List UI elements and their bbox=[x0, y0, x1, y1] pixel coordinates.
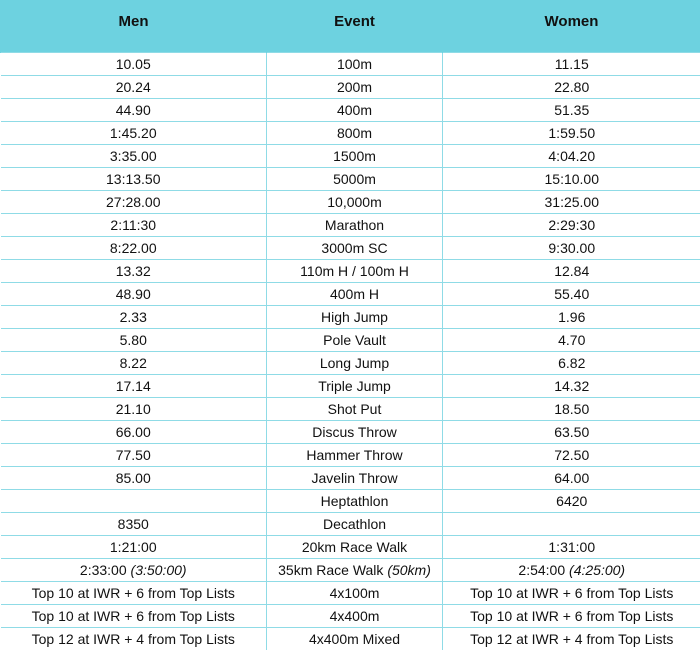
women-alt-value: (4:25:00) bbox=[569, 562, 625, 578]
men-cell: 20.24 bbox=[1, 76, 267, 99]
men-cell: 85.00 bbox=[1, 467, 267, 490]
event-cell: 400m H bbox=[267, 283, 443, 306]
table-row bbox=[1, 306, 700, 329]
header-men: Men bbox=[1, 0, 267, 53]
men-cell: 5.80 bbox=[1, 329, 267, 352]
event-alt-label: (50km) bbox=[387, 562, 431, 578]
table-row bbox=[1, 421, 700, 444]
table-row bbox=[1, 513, 700, 536]
event-cell: 20km Race Walk bbox=[267, 536, 443, 559]
women-cell: Top 10 at IWR + 6 from Top Lists bbox=[443, 582, 700, 605]
table-row bbox=[1, 605, 700, 628]
table-row bbox=[1, 191, 700, 214]
women-cell: 14.32 bbox=[443, 375, 700, 398]
women-cell: 22.80 bbox=[443, 76, 700, 99]
men-cell: 8350 bbox=[1, 513, 267, 536]
table-row bbox=[1, 352, 700, 375]
header-women: Women bbox=[443, 0, 700, 53]
men-cell: 44.90 bbox=[1, 99, 267, 122]
women-cell: 2:29:30 bbox=[443, 214, 700, 237]
table-row bbox=[1, 444, 700, 467]
event-cell: Long Jump bbox=[267, 352, 443, 375]
table-row bbox=[1, 283, 700, 306]
men-cell: 3:35.00 bbox=[1, 145, 267, 168]
men-value: 2:33:00 bbox=[80, 562, 127, 578]
table-row bbox=[1, 628, 700, 650]
table-row bbox=[1, 467, 700, 490]
men-cell: 17.14 bbox=[1, 375, 267, 398]
men-cell: 2.33 bbox=[1, 306, 267, 329]
women-cell: 1:31:00 bbox=[443, 536, 700, 559]
event-cell: Shot Put bbox=[267, 398, 443, 421]
event-label: 35km Race Walk bbox=[278, 562, 383, 578]
table-header bbox=[1, 0, 700, 53]
women-cell bbox=[443, 513, 700, 536]
event-cell: 4x400m bbox=[267, 605, 443, 628]
table-row bbox=[1, 260, 700, 283]
table-row bbox=[1, 329, 700, 352]
table-row bbox=[1, 398, 700, 421]
women-cell: 6420 bbox=[443, 490, 700, 513]
women-value: 2:54:00 bbox=[518, 562, 565, 578]
women-cell: 1.96 bbox=[443, 306, 700, 329]
men-cell: 13:13.50 bbox=[1, 168, 267, 191]
table-row bbox=[1, 122, 700, 145]
men-cell bbox=[1, 490, 267, 513]
event-cell: Triple Jump bbox=[267, 375, 443, 398]
event-cell: Marathon bbox=[267, 214, 443, 237]
men-cell: 1:21:00 bbox=[1, 536, 267, 559]
event-cell: Hammer Throw bbox=[267, 444, 443, 467]
event-cell: Decathlon bbox=[267, 513, 443, 536]
women-cell: 4:04.20 bbox=[443, 145, 700, 168]
event-cell: 100m bbox=[267, 53, 443, 76]
men-cell: 66.00 bbox=[1, 421, 267, 444]
men-cell: 48.90 bbox=[1, 283, 267, 306]
men-alt-value: (3:50:00) bbox=[131, 562, 187, 578]
event-cell: 3000m SC bbox=[267, 237, 443, 260]
women-cell: 1:59.50 bbox=[443, 122, 700, 145]
men-cell: Top 10 at IWR + 6 from Top Lists bbox=[1, 605, 267, 628]
header-row bbox=[1, 0, 700, 53]
women-cell: 55.40 bbox=[443, 283, 700, 306]
table-row bbox=[1, 559, 700, 582]
women-cell bbox=[443, 559, 700, 582]
men-cell: 13.32 bbox=[1, 260, 267, 283]
women-cell: 15:10.00 bbox=[443, 168, 700, 191]
event-cell: 4x400m Mixed bbox=[267, 628, 443, 650]
women-cell: 51.35 bbox=[443, 99, 700, 122]
table-row bbox=[1, 168, 700, 191]
men-cell: 77.50 bbox=[1, 444, 267, 467]
women-cell: 4.70 bbox=[443, 329, 700, 352]
women-cell: 6.82 bbox=[443, 352, 700, 375]
women-cell: 9:30.00 bbox=[443, 237, 700, 260]
table-row bbox=[1, 99, 700, 122]
event-cell: Heptathlon bbox=[267, 490, 443, 513]
men-cell: 27:28.00 bbox=[1, 191, 267, 214]
men-cell: 21.10 bbox=[1, 398, 267, 421]
event-cell: High Jump bbox=[267, 306, 443, 329]
event-cell: 10,000m bbox=[267, 191, 443, 214]
women-cell: 72.50 bbox=[443, 444, 700, 467]
event-cell: 400m bbox=[267, 99, 443, 122]
women-cell: 64.00 bbox=[443, 467, 700, 490]
table-body bbox=[1, 53, 700, 650]
men-cell: Top 10 at IWR + 6 from Top Lists bbox=[1, 582, 267, 605]
table-row bbox=[1, 214, 700, 237]
table-row bbox=[1, 237, 700, 260]
women-cell: 12.84 bbox=[443, 260, 700, 283]
event-cell: Pole Vault bbox=[267, 329, 443, 352]
event-cell: 1500m bbox=[267, 145, 443, 168]
table-row bbox=[1, 53, 700, 76]
table-row bbox=[1, 375, 700, 398]
men-cell bbox=[1, 559, 267, 582]
event-cell: 4x100m bbox=[267, 582, 443, 605]
men-cell: 2:11:30 bbox=[1, 214, 267, 237]
women-cell: Top 12 at IWR + 4 from Top Lists bbox=[443, 628, 700, 650]
men-cell: 8.22 bbox=[1, 352, 267, 375]
table-row bbox=[1, 582, 700, 605]
table-row bbox=[1, 76, 700, 99]
women-cell: 18.50 bbox=[443, 398, 700, 421]
header-event: Event bbox=[267, 0, 443, 53]
men-cell: Top 12 at IWR + 4 from Top Lists bbox=[1, 628, 267, 650]
women-cell: Top 10 at IWR + 6 from Top Lists bbox=[443, 605, 700, 628]
event-cell bbox=[267, 559, 443, 582]
event-cell: 200m bbox=[267, 76, 443, 99]
women-cell: 63.50 bbox=[443, 421, 700, 444]
men-cell: 1:45.20 bbox=[1, 122, 267, 145]
event-cell: Javelin Throw bbox=[267, 467, 443, 490]
women-cell: 31:25.00 bbox=[443, 191, 700, 214]
event-cell: Discus Throw bbox=[267, 421, 443, 444]
event-cell: 800m bbox=[267, 122, 443, 145]
event-cell: 110m H / 100m H bbox=[267, 260, 443, 283]
men-cell: 8:22.00 bbox=[1, 237, 267, 260]
men-cell: 10.05 bbox=[1, 53, 267, 76]
table-row bbox=[1, 536, 700, 559]
table-row bbox=[1, 145, 700, 168]
women-cell: 11.15 bbox=[443, 53, 700, 76]
event-cell: 5000m bbox=[267, 168, 443, 191]
table-row bbox=[1, 490, 700, 513]
